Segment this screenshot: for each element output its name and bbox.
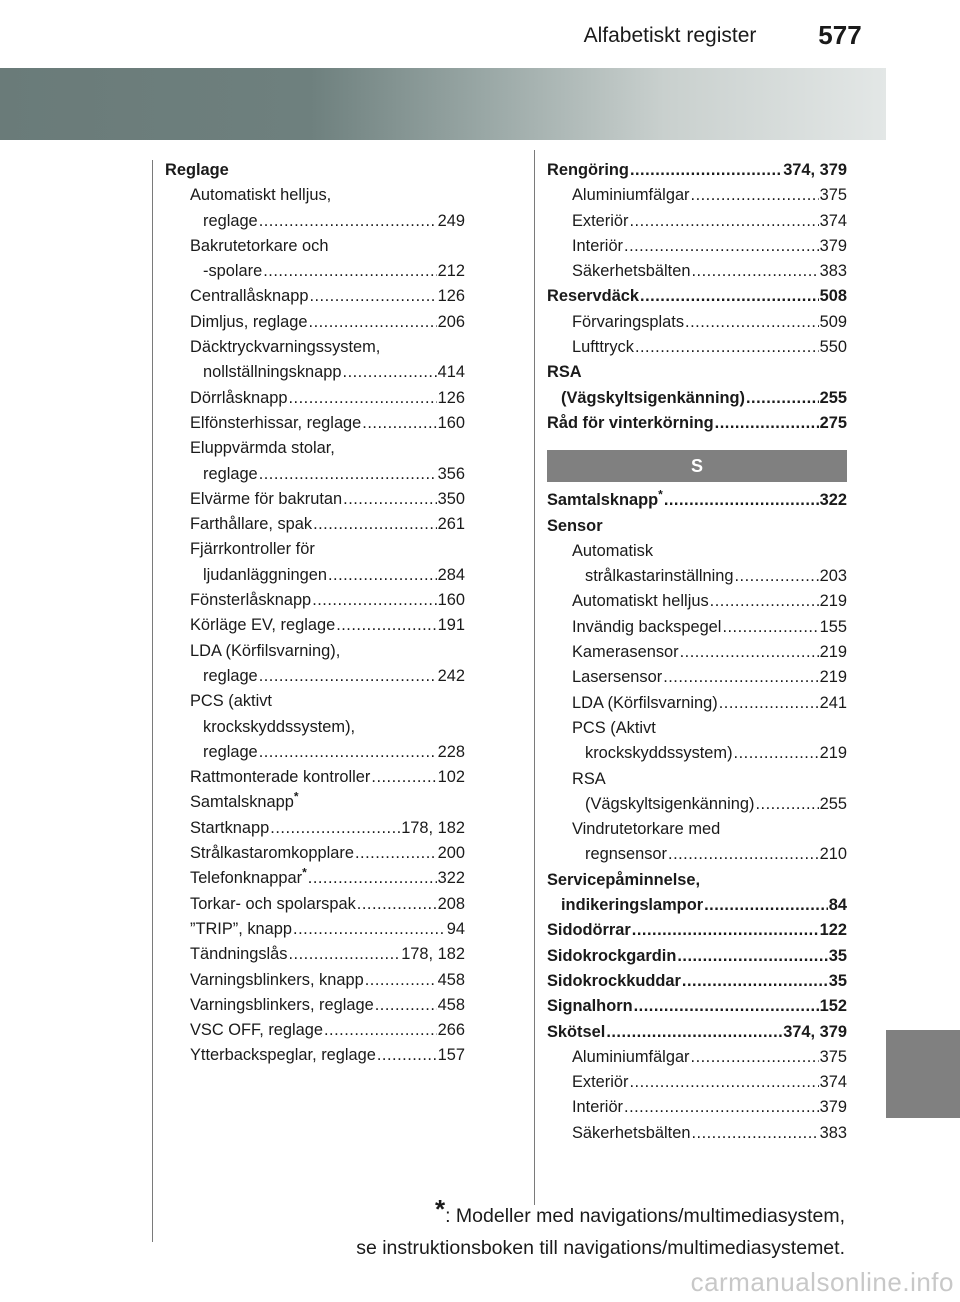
page-ref: 458 <box>437 970 465 989</box>
page-ref: 255 <box>819 388 847 407</box>
page-ref: 126 <box>437 388 465 407</box>
index-entry: reglage ..... 242 <box>165 664 465 689</box>
page-ref: 35 <box>828 946 847 965</box>
column-divider <box>534 150 535 1205</box>
page-ref: 242 <box>437 666 465 685</box>
index-entry: Ytterbackspeglar, reglage ..... 157 <box>165 1043 465 1068</box>
index-heading: Rengöring ..... 374, 379 <box>547 158 847 183</box>
index-entry: Interiör ..... 379 <box>547 1095 847 1120</box>
index-entry: Säkerhetsbälten ..... 383 <box>547 259 847 284</box>
page-ref: 206 <box>437 312 465 331</box>
page-ref: 122 <box>819 921 847 940</box>
page-ref: 178, 182 <box>401 945 465 964</box>
page-ref: 375 <box>819 1047 847 1066</box>
page-ref: 379 <box>819 236 847 255</box>
index-entry: Automatiskt helljus, <box>190 186 332 205</box>
index-entry: Däcktryckvarningssystem, <box>190 338 381 357</box>
index-entry: -spolare ..... 212 <box>165 259 465 284</box>
page-ref: 508 <box>819 287 847 306</box>
page-ref: 178, 182 <box>401 818 465 837</box>
page-ref: 322 <box>437 869 465 888</box>
page-ref: 249 <box>437 211 465 230</box>
index-entry: VSC OFF, reglage ..... 266 <box>165 1018 465 1043</box>
page-ref: 379 <box>819 1098 847 1117</box>
index-heading: RSA <box>547 363 582 382</box>
page-ref: 374 <box>819 1073 847 1092</box>
index-heading: indikeringslampor ..... 84 <box>547 893 847 918</box>
page-ref: 94 <box>446 919 465 938</box>
page-ref: 219 <box>819 643 847 662</box>
index-entry: Elfönsterhissar, reglage ..... 160 <box>165 411 465 436</box>
index-entry: Säkerhetsbälten ..... 383 <box>547 1121 847 1146</box>
index-entry: Lasersensor ..... 219 <box>547 665 847 690</box>
index-entry: Invändig backspegel ..... 155 <box>547 615 847 640</box>
page-ref: 157 <box>437 1046 465 1065</box>
page-ref: 414 <box>437 363 465 382</box>
index-entry: Varningsblinkers, knapp ..... 458 <box>165 968 465 993</box>
page-ref: 219 <box>819 668 847 687</box>
index-entry: Lufttryck ..... 550 <box>547 335 847 360</box>
page-ref: 228 <box>437 742 465 761</box>
page-ref: 284 <box>437 565 465 584</box>
index-heading: Servicepåminnelse, <box>547 870 701 889</box>
index-entry: Kamerasensor ..... 219 <box>547 640 847 665</box>
index-entry: Exteriör ..... 374 <box>547 209 847 234</box>
index-heading: Samtalsknapp* ..... 322 <box>547 488 847 513</box>
index-entry: Dimljus, reglage ..... 206 <box>165 310 465 335</box>
index-entry: nollställningsknapp ..... 414 <box>165 360 465 385</box>
index-entry: regnsensor ..... 210 <box>547 842 847 867</box>
page-ref: 35 <box>828 971 847 990</box>
page-ref: 210 <box>819 845 847 864</box>
index-entry: Förvaringsplats ..... 509 <box>547 310 847 335</box>
page-ref: 191 <box>437 616 465 635</box>
asterisk-mark: * <box>658 487 663 502</box>
index-entry: Startknapp ..... 178, 182 <box>165 816 465 841</box>
page-ref: 212 <box>437 262 465 281</box>
page-ref: 322 <box>819 491 847 510</box>
index-entry: Farthållare, spak ..... 261 <box>165 512 465 537</box>
index-heading: Sidodörrar ..... 122 <box>547 918 847 943</box>
page-ref: 374, 379 <box>783 161 847 179</box>
index-entry: strålkastarinställning ..... 203 <box>547 564 847 589</box>
page-ref: 509 <box>819 312 847 331</box>
index-entry: Fjärrkontroller för <box>190 540 315 559</box>
page-ref: 200 <box>437 844 465 863</box>
footnote-line-2: se instruktionsboken till navigations/multimediasystemet. <box>356 1237 845 1259</box>
index-entry: krockskyddssystem), <box>203 717 356 736</box>
asterisk-mark: * <box>302 865 307 880</box>
page-ref: 208 <box>437 894 465 913</box>
index-entry: Körläge EV, reglage ..... 191 <box>165 613 465 638</box>
index-entry: Fönsterlåsknapp ..... 160 <box>165 588 465 613</box>
index-column-left <box>165 158 465 1069</box>
index-entry: Automatisk <box>572 541 654 560</box>
index-heading: (Vägskyltsigenkänning) ..... 255 <box>547 386 847 411</box>
page-number: 577 <box>818 20 862 50</box>
index-entry: Exteriör ..... 374 <box>547 1070 847 1095</box>
section-thumb-tab <box>886 1030 960 1118</box>
index-entry: Rattmonterade kontroller ..... 102 <box>165 765 465 790</box>
page-ref: 102 <box>437 768 465 787</box>
index-entry: ljudanläggningen ..... 284 <box>165 563 465 588</box>
page-ref: 374, 379 <box>783 1022 847 1041</box>
index-entry: RSA <box>572 769 606 788</box>
page-ref: 275 <box>819 413 847 432</box>
asterisk-mark: * <box>434 1194 446 1224</box>
index-entry: (Vägskyltsigenkänning) ..... 255 <box>547 792 847 817</box>
index-heading: Reservdäck ..... 508 <box>547 284 847 309</box>
header-band <box>0 68 886 140</box>
page-ref: 255 <box>819 794 847 813</box>
index-heading: Skötsel ..... 374, 379 <box>547 1020 847 1045</box>
index-entry: Elvärme för bakrutan ..... 350 <box>165 487 465 512</box>
index-entry: Aluminiumfälgar ..... 375 <box>547 183 847 208</box>
index-heading: Råd för vinterkörning ..... 275 <box>547 411 847 436</box>
footnote-line-1: *: Modeller med navigations/multimediasystem, <box>434 1194 845 1227</box>
index-entry: PCS (aktivt <box>190 692 272 711</box>
index-entry: LDA (Körfilsvarning), <box>190 641 341 660</box>
index-entry: Strålkastaromkopplare ..... 200 <box>165 841 465 866</box>
page-ref: 126 <box>437 287 465 306</box>
index-column-right <box>547 158 847 1146</box>
page-ref: 160 <box>437 591 465 610</box>
page-ref: 458 <box>437 995 465 1014</box>
asterisk-mark: * <box>293 789 299 804</box>
index-entry: Interiör ..... 379 <box>547 234 847 259</box>
index-entry: ”TRIP”, knapp ..... 94 <box>165 917 465 942</box>
page-ref: 266 <box>437 1021 465 1040</box>
index-entry: Automatiskt helljus ..... 219 <box>547 589 847 614</box>
index-entry: Varningsblinkers, reglage ..... 458 <box>165 993 465 1018</box>
page-ref: 374 <box>819 211 847 230</box>
index-entry: reglage ..... 356 <box>165 462 465 487</box>
page-ref: 383 <box>819 262 847 281</box>
index-entry: Tändningslås ..... 178, 182 <box>165 942 465 967</box>
page-ref: 383 <box>819 1123 847 1142</box>
index-entry: Telefonknappar* ..... 322 <box>165 866 465 891</box>
section-letter-band: S <box>547 450 847 482</box>
index-entry: Eluppvärmda stolar, <box>190 439 335 458</box>
index-entry: krockskyddssystem) ..... 219 <box>547 741 847 766</box>
index-heading: Sensor <box>547 516 603 535</box>
index-entry: Samtalsknapp* <box>190 789 299 812</box>
page-header-title: Alfabetiskt register <box>583 24 757 47</box>
page-ref: 219 <box>819 744 847 763</box>
page-ref: 356 <box>437 464 465 483</box>
page-ref: 219 <box>819 592 847 611</box>
index-entry: Aluminiumfälgar ..... 375 <box>547 1045 847 1070</box>
index-heading: Reglage <box>165 161 229 179</box>
page-ref: 350 <box>437 489 465 508</box>
page-ref: 550 <box>819 338 847 357</box>
left-margin-rule <box>152 160 153 1242</box>
watermark: carmanualsonline.info <box>690 1267 954 1297</box>
page-ref: 152 <box>819 997 847 1016</box>
page-ref: 241 <box>819 693 847 712</box>
index-entry: Vindrutetorkare med <box>572 820 721 839</box>
page-ref: 203 <box>819 567 847 586</box>
footnote <box>356 1194 845 1264</box>
index-entry: reglage ..... 249 <box>165 209 465 234</box>
page-ref: 375 <box>819 186 847 205</box>
index-heading: Sidokrockkuddar ..... 35 <box>547 969 847 994</box>
page-ref: 155 <box>819 617 847 636</box>
page-ref: 261 <box>437 515 465 534</box>
index-entry: reglage ..... 228 <box>165 740 465 765</box>
page-ref: 84 <box>828 896 847 915</box>
index-heading: Sidokrockgardin ..... 35 <box>547 944 847 969</box>
index-entry: Centrallåsknapp ..... 126 <box>165 284 465 309</box>
index-heading: Signalhorn ..... 152 <box>547 994 847 1019</box>
page-ref: 160 <box>437 413 465 432</box>
index-entry: LDA (Körfilsvarning) ..... 241 <box>547 691 847 716</box>
index-entry: Torkar- och spolarspak ..... 208 <box>165 892 465 917</box>
index-entry: Bakrutetorkare och <box>190 236 329 255</box>
index-entry: Dörrlåsknapp ..... 126 <box>165 386 465 411</box>
index-entry: PCS (Aktivt <box>572 718 656 737</box>
